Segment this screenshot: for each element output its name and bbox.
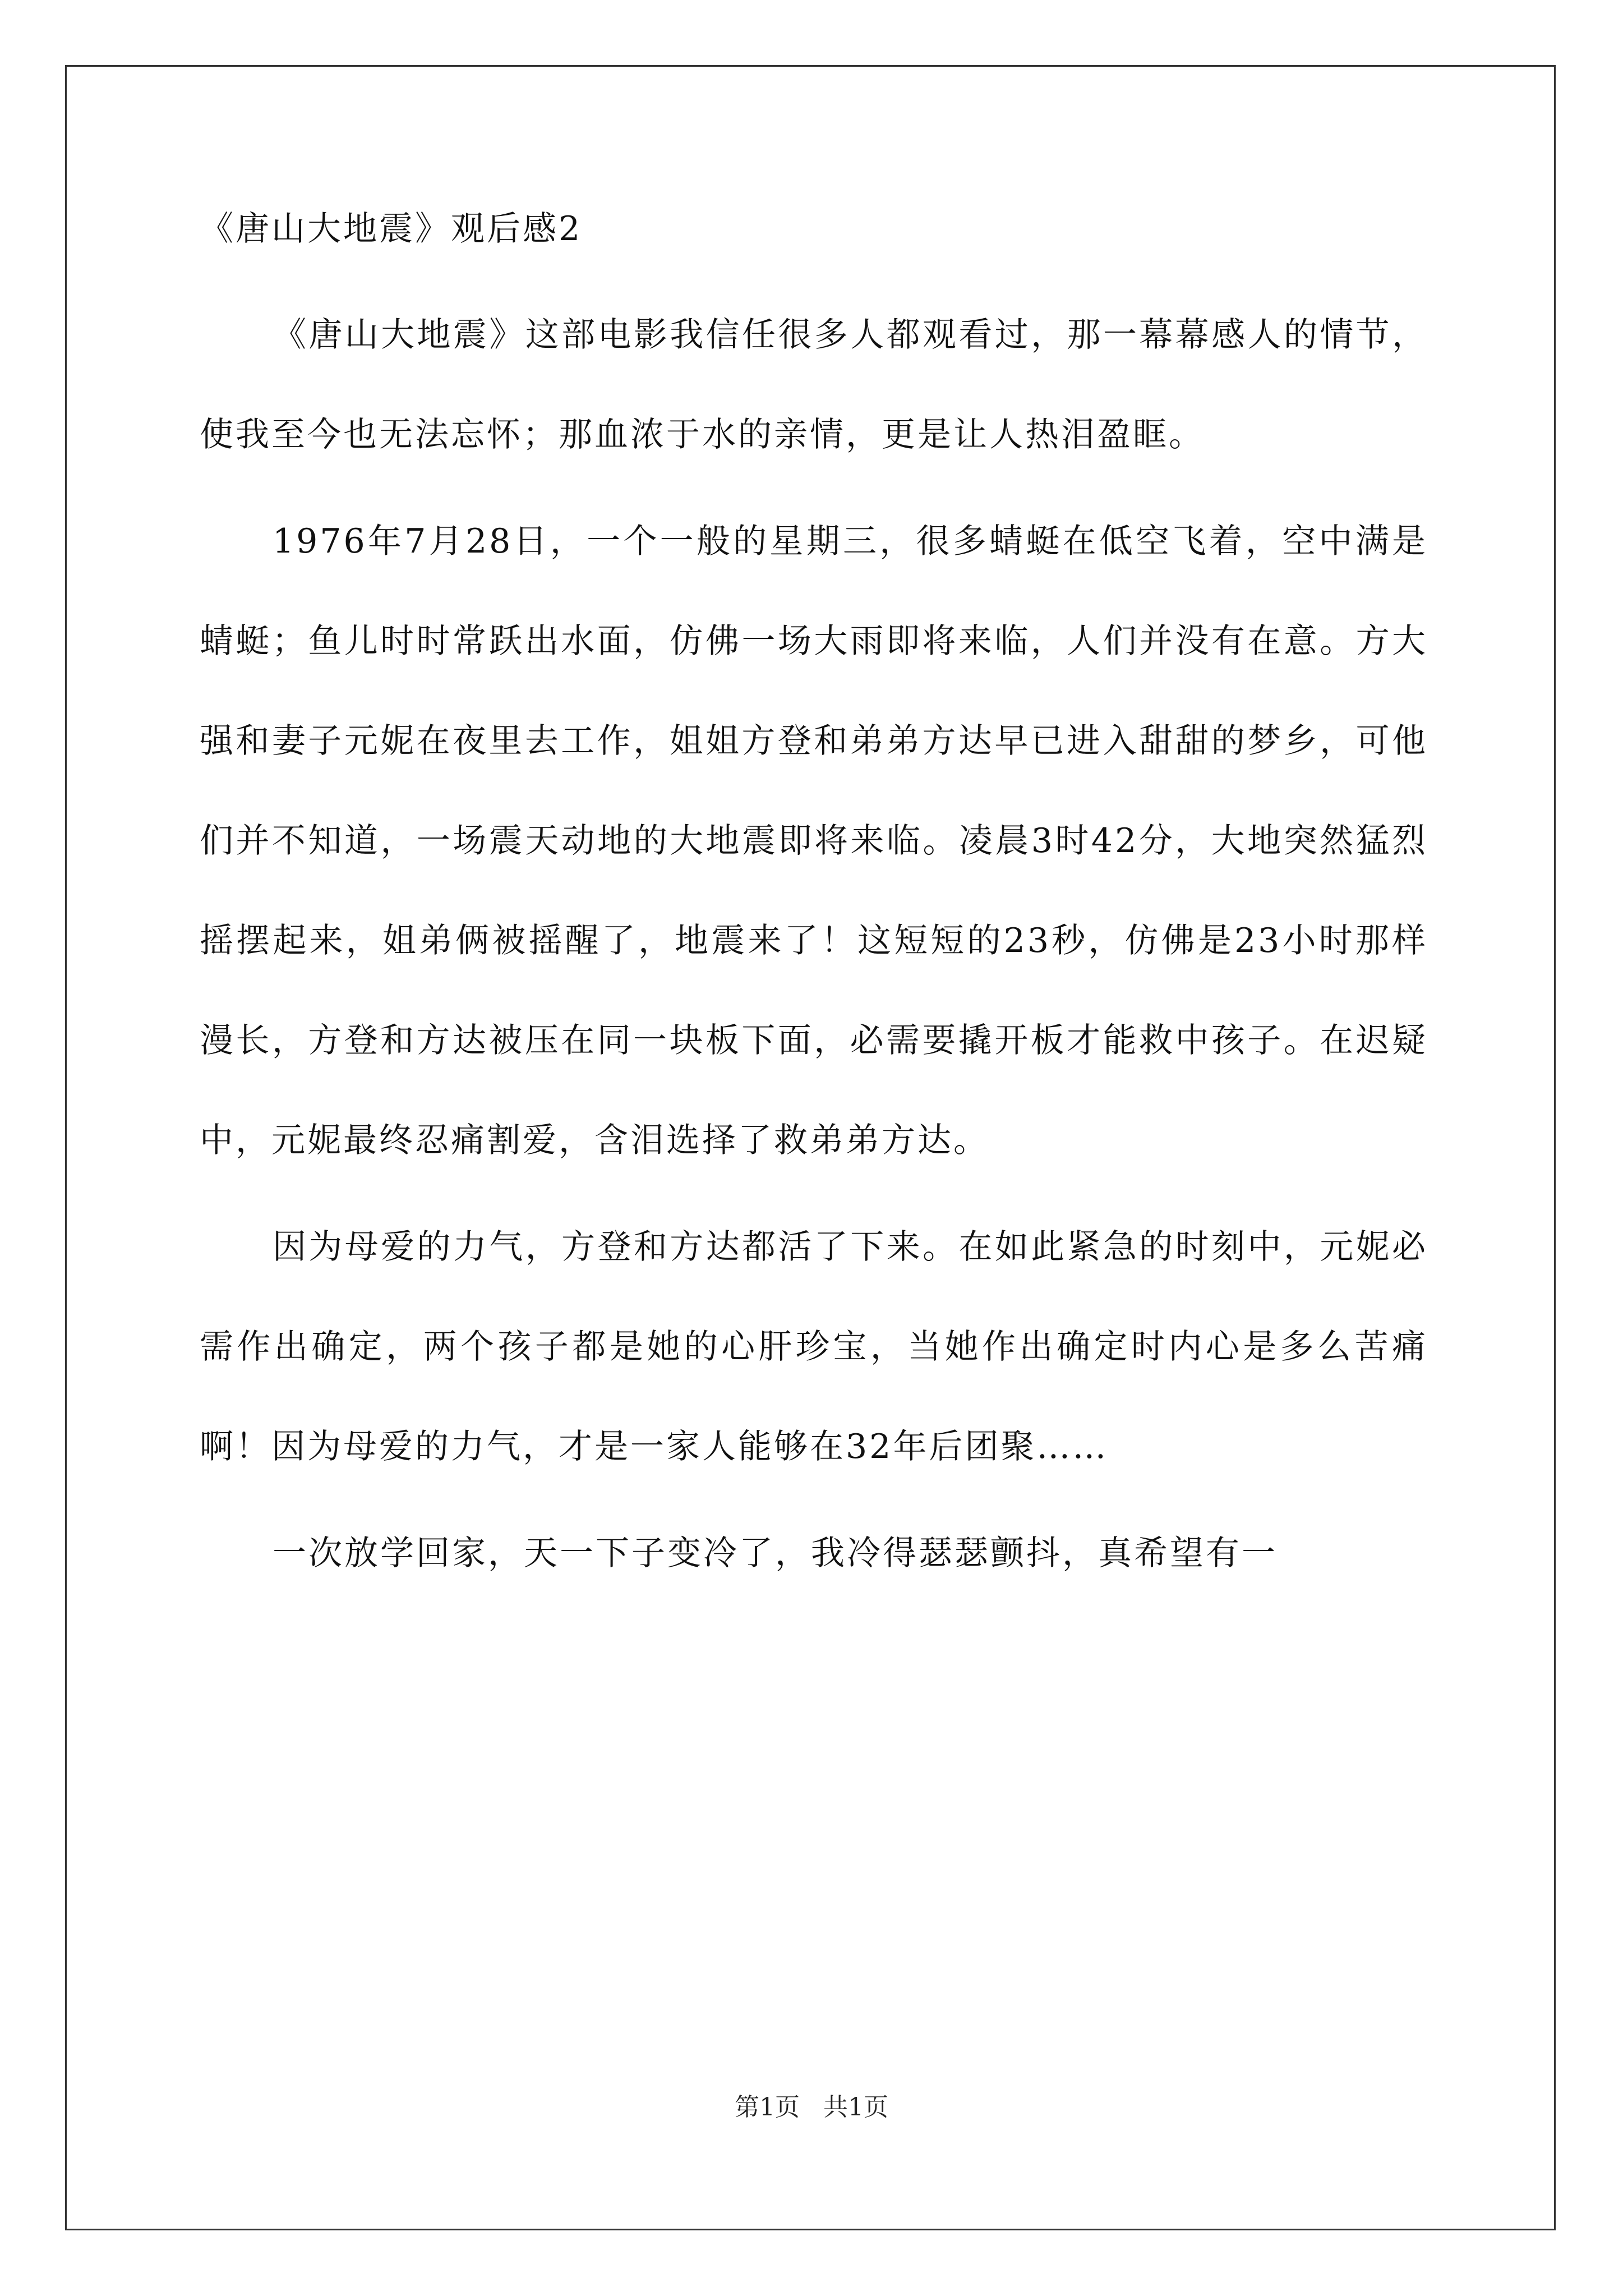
paragraph-2: 1976年7月28日，一个一般的星期三，很多蜻蜓在低空飞着，空中满是蜻蜓；鱼儿时时常跃出水面，仿佛一场大雨即将来临，人们并没有在意。方大强和妻子元妮在夜里去工作，姐姐方登和弟弟方达早已进入甜甜的梦乡，可他们并不知道，一场震天动地的大地震即将来临。凌晨3时42分，大地突然猛烈摇摆起来，姐弟俩被摇醒了，地震来了！这短短的23秒，仿佛是23小时那样漫长，方登和方达被压在同一块板下面，必需要撬开板才能救中孩子。在迟疑中，元妮最终忍痛割爱，含泪选择了救弟弟方达。 xyxy=(200,522,1428,1160)
document-body xyxy=(200,202,1428,1603)
page-footer xyxy=(0,2087,1623,2123)
paragraph-1: 《唐山大地震》这部电影我信任很多人都观看过，那一幕幕感人的情节，使我至今也无法忘怀；那血浓于水的亲情，更是让人热泪盈眶。 xyxy=(200,315,1428,454)
page-total: 共1页 xyxy=(823,2093,888,2122)
document-title: 《唐山大地震》观后感2 xyxy=(200,209,583,249)
page-number: 第1页 xyxy=(735,2093,800,2122)
paragraph-3: 因为母爱的力气，方登和方达都活了下来。在如此紧急的时刻中，元妮必需作出确定，两个孩子都是她的心肝珍宝，当她作出确定时内心是多么苦痛啊！因为母爱的力气，才是一家人能够在32年后团聚…… xyxy=(200,1227,1428,1466)
paragraph-4: 一次放学回家，天一下子变冷了，我冷得瑟瑟颤抖，真希望有一 xyxy=(273,1534,1278,1573)
